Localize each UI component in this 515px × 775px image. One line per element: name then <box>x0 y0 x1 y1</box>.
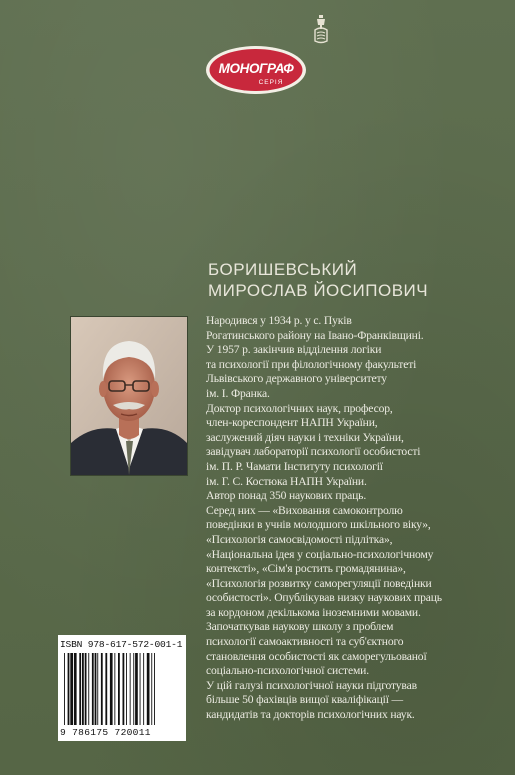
biography-line: ім. П. Р. Чамати Інституту психології <box>206 459 383 473</box>
publisher-logo-icon <box>313 14 329 44</box>
biography-line: Серед них — «Виховання самоконтролю <box>206 503 403 517</box>
biography-line: Доктор психологічних наук, професор, <box>206 401 393 415</box>
biography-line: за кордоном декількома іноземними мовами. <box>206 605 421 619</box>
biography-line: соціально-психологічної системи. <box>206 664 369 678</box>
biography-line: Народився у 1934 р. у с. Пуків <box>206 314 352 327</box>
isbn-label: ISBN 978-617-572-001-1 <box>60 639 183 650</box>
biography-line: «Національна ідея у соціально-психологічному <box>206 547 434 561</box>
author-portrait <box>70 316 188 476</box>
biography-line: контексті», «Сім'я ростить громадянина», <box>206 562 406 576</box>
biography-line: Започаткував наукову школу з проблем <box>206 620 394 634</box>
biography-line: кандидатів та докторів психологічних наук. <box>206 708 415 722</box>
biography-line: становлення особистості як саморегульованої <box>206 649 427 663</box>
series-badge <box>205 45 307 95</box>
biography-line: член-кореспондент НАПН України, <box>206 416 378 430</box>
biography-line: «Психологія розвитку саморегуляції поведінки <box>206 576 432 590</box>
author-surname: БОРИШЕВСЬКИЙ <box>208 260 358 279</box>
biography-line: поведінки в учнів молодшого шкільного віку», <box>206 518 431 532</box>
biography-line: Автор понад 350 наукових праць. <box>206 489 367 503</box>
biography-line: заслужений діяч науки і техніки України, <box>206 430 404 444</box>
barcode-bars <box>62 653 182 725</box>
barcode-digits: 9 786175 720011 <box>60 727 151 738</box>
biography-line: психології самоактивності та суб'єктного <box>206 635 404 649</box>
biography-line: ім. І. Франка. <box>206 386 270 400</box>
biography-line: завідувач лабораторії психології особистості <box>206 445 421 459</box>
biography-line: ім. Г. С. Костюка НАПН України. <box>206 474 367 488</box>
biography-line: У 1957 р. закінчив відділення логіки <box>206 343 382 357</box>
biography-line: більше 50 фахівців вищої кваліфікації — <box>206 693 403 707</box>
biography-line: особистості». Опублікував низку наукових праць <box>206 591 442 605</box>
biography-line: «Психологія самосвідомості підлітка», <box>206 532 393 546</box>
isbn-barcode <box>58 635 186 741</box>
badge-subtitle: СЕРІЯ <box>258 79 284 86</box>
author-given-names: МИРОСЛАВ ЙОСИПОВИЧ <box>208 281 429 300</box>
author-name <box>208 259 498 301</box>
biography-line: Львівського державного університету <box>206 372 387 386</box>
badge-title: МОНОГРАФ <box>218 61 294 76</box>
biography-line: У цій галузі психологічної науки підготував <box>206 678 417 692</box>
biography-line: та психології при філологічному факультеті <box>206 357 417 371</box>
biography-line: Рогатинського району на Івано-Франківщині. <box>206 328 424 342</box>
author-biography <box>206 314 506 723</box>
